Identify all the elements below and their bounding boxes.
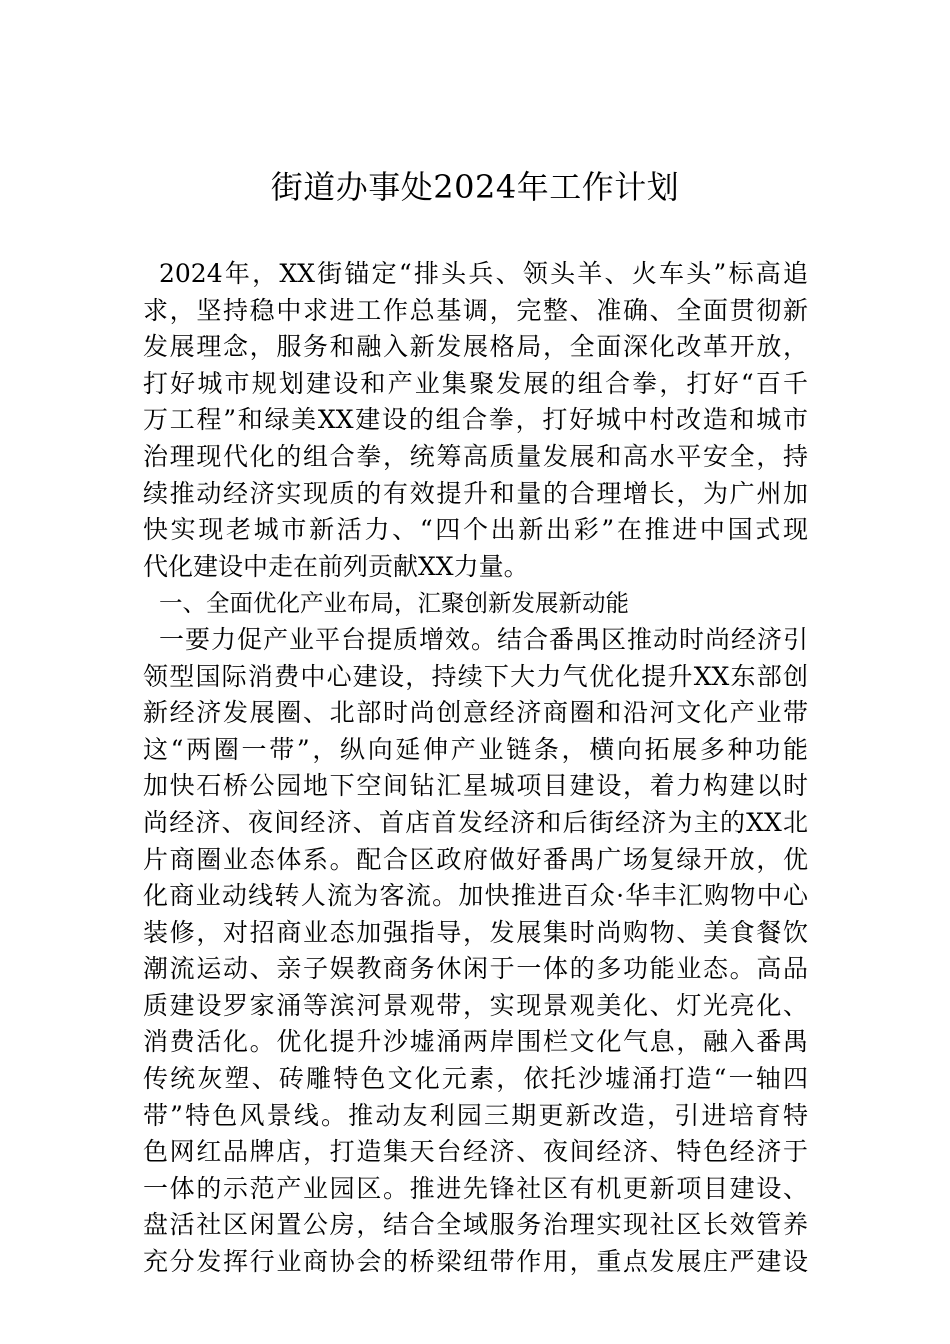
document-body (143, 256, 808, 1281)
paragraph-line: 万工程”和绿美XX建设的组合拳，打好城中村改造和城市 (143, 405, 808, 435)
paragraph-line: 打好城市规划建设和产业集聚发展的组合拳，打好“百千 (143, 368, 808, 398)
paragraph-line: 充分发挥行业商协会的桥梁纽带作用，重点发展庄严建设 (143, 1247, 808, 1277)
paragraph-line: 续推动经济实现质的有效提升和量的合理增长，为广州加 (143, 478, 808, 508)
paragraph-line: 治理现代化的组合拳，统筹高质量发展和高水平安全，持 (143, 441, 808, 471)
paragraph-line: 盘活社区闲置公房，结合全域服务治理实现社区长效管养 (143, 1210, 808, 1240)
paragraph-line: 传统灰塑、砖雕特色文化元素，依托沙墟涌打造“一轴四 (143, 1064, 808, 1094)
document-title: 街道办事处2024年工作计划 (270, 168, 680, 206)
paragraph-line: 快实现老城市新活力、“四个出新出彩”在推进中国式现 (143, 515, 808, 545)
paragraph-line: 这“两圈一带”，纵向延伸产业链条，横向拓展多种功能 (143, 734, 808, 764)
paragraph-line: 色网红品牌店，打造集天台经济、夜间经济、特色经济于 (143, 1137, 808, 1167)
paragraph-line: 片商圈业态体系。配合区政府做好番禺广场复绿开放，优 (143, 844, 808, 874)
paragraph-line: 一体的示范产业园区。推进先锋社区有机更新项目建设、 (143, 1173, 808, 1203)
paragraph-line: 装修，对招商业态加强指导，发展集时尚购物、美食餐饮 (143, 917, 808, 947)
paragraph-line: 化商业动线转人流为客流。加快推进百众·华丰汇购物中心 (143, 881, 808, 911)
paragraph-line: 求，坚持稳中求进工作总基调，完整、准确、全面贯彻新 (143, 295, 808, 325)
paragraph-line: 质建设罗家涌等滨河景观带，实现景观美化、灯光亮化、 (143, 990, 808, 1020)
paragraph-line: 消费活化。优化提升沙墟涌两岸围栏文化气息，融入番禺 (143, 1027, 808, 1057)
paragraph-line: 领型国际消费中心建设，持续下大力气优化提升XX东部创 (143, 661, 808, 691)
paragraph-line: 新经济发展圈、北部时尚创意经济商圈和沿河文化产业带 (143, 698, 808, 728)
paragraph-line: 带”特色风景线。推动友利园三期更新改造，引进培育特 (143, 1100, 808, 1130)
paragraph-line: 2024年，XX街锚定“排头兵、领头羊、火车头”标高追 (159, 259, 808, 288)
paragraph-line: 潮流运动、亲子娱教商务休闲于一体的多功能业态。高品 (143, 954, 808, 984)
paragraph-line: 一要力促产业平台提质增效。结合番禺区推动时尚经济引 (159, 624, 808, 654)
section-heading: 一、全面优化产业布局，汇聚创新发展新动能 (159, 589, 629, 618)
paragraph-line: 发展理念，服务和融入新发展格局，全面深化改革开放， (143, 332, 808, 362)
paragraph-line: 尚经济、夜间经济、首店首发经济和后街经济为主的XX北 (143, 807, 808, 837)
paragraph-line: 代化建设中走在前列贡献XX力量。 (143, 551, 529, 581)
paragraph-line: 加快石桥公园地下空间钻汇星城项目建设，着力构建以时 (143, 771, 808, 801)
